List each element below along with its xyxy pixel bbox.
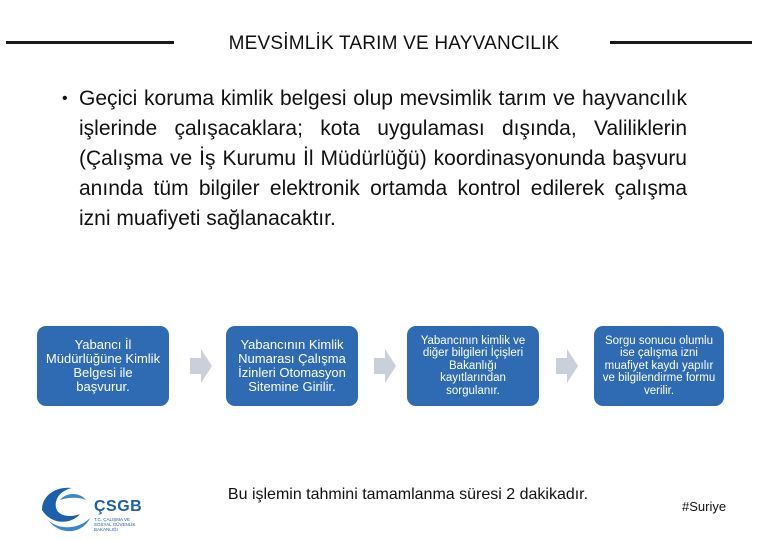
logo-name: ÇSGB: [94, 498, 143, 515]
body-paragraph: Geçici koruma kimlik belgesi olup mevsimlik tarım ve hayvancılık işlerinde çalışacaklara; kota uygulaması dışında, Valiliklerin (Çalışma ve İş Kurumu İl Müdürlüğü) koordinasyonunda başvuru anında tüm bilgiler elektronik ortamda kontrol edilerek çalışma izni muafiyeti sağlanacaktır.: [79, 87, 687, 230]
hashtag-label: #Suriye: [682, 499, 727, 514]
process-step-1: Yabancı İl Müdürlüğüne Kimlik Belgesi ile başvurur.: [37, 326, 169, 406]
bullet-icon: •: [62, 90, 68, 107]
title-rule-right: [610, 41, 752, 44]
arrow-right-icon: [556, 349, 578, 383]
duration-note: Bu işlemin tahmini tamamlanma süresi 2 dakikadır.: [227, 486, 589, 503]
arrow-right-icon: [190, 349, 212, 383]
title-bar: [6, 30, 752, 56]
title-rule-left: [6, 41, 174, 44]
process-step-4: Sorgu sonucu olumlu ise çalışma izni muafiyet kaydı yapılır ve bilgilendirme formu verilir.: [594, 326, 724, 406]
logo-subtitle: T.C. ÇALIŞMA VE SOSYAL GÜVENLİK BAKANLIĞI: [94, 517, 136, 532]
arrow-right-icon: [374, 349, 396, 383]
process-step-3: Yabancının kimlik ve diğer bilgileri İçişleri Bakanlığı kayıtlarından sorgulanır.: [407, 326, 539, 406]
process-step-2: Yabancının Kimlik Numarası Çalışma İzinleri Otomasyon Sitemine Girilir.: [226, 326, 358, 406]
slide-title: MEVSİMLİK TARIM VE HAYVANCILIK: [228, 33, 560, 54]
